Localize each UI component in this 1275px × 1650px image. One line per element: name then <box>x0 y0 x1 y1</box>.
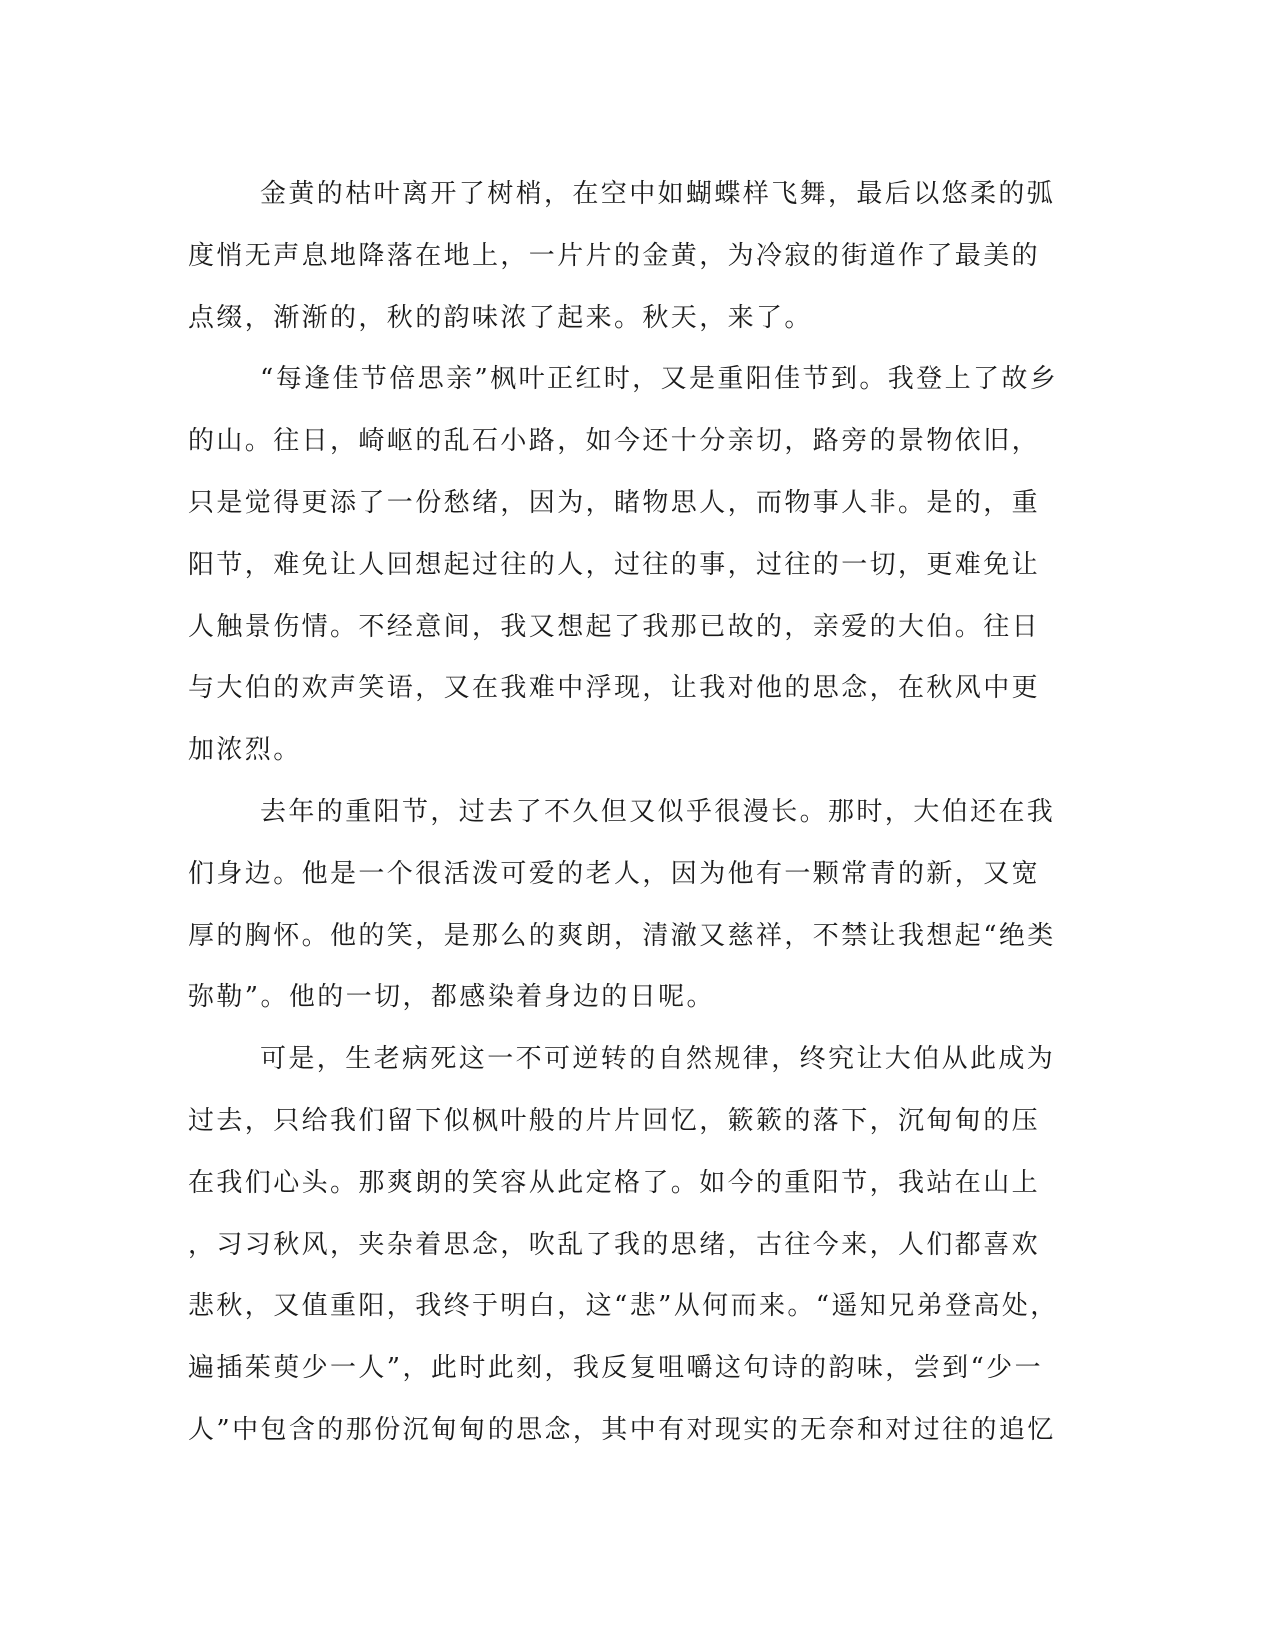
text-line: 与大伯的欢声笑语，又在我难中浮现，让我对他的思念，在秋风中更 <box>188 673 1041 704</box>
paragraph-2 <box>188 349 1068 782</box>
text-line: 加浓烈。 <box>188 735 302 766</box>
text-line: 只是觉得更添了一份愁绪，因为，睹物思人，而物事人非。是的，重 <box>188 487 1041 518</box>
paragraph-4 <box>188 1029 1068 1462</box>
text-line: 金黄的枯叶离开了树梢，在空中如蝴蝶样飞舞，最后以悠柔的弧 <box>260 179 1056 209</box>
text-line: 厚的胸怀。他的笑，是那么的爽朗，清澈又慈祥，不禁让我想起“绝类 <box>188 920 1056 951</box>
paragraph-3 <box>188 782 1068 1029</box>
text-line: 悲秋，又值重阳，我终于明白，这“悲”从何而来。“遥知兄弟登高处， <box>188 1291 1059 1322</box>
text-line: 人触景伤情。不经意间，我又想起了我那已故的，亲爱的大伯。往日 <box>188 611 1041 642</box>
essay-body <box>188 164 1068 1462</box>
text-line: 的山。往日，崎岖的乱石小路，如今还十分亲切，路旁的景物依旧， <box>188 426 1041 457</box>
text-line: 去年的重阳节，过去了不久但又似乎很漫长。那时，大伯还在我 <box>260 796 1056 827</box>
text-line: 阳节，难免让人回想起过往的人，过往的事，过往的一切，更难免让 <box>188 549 1041 580</box>
text-line: 度悄无声息地降落在地上，一片片的金黄，为冷寂的街道作了最美的 <box>188 240 1041 271</box>
text-line: 在我们心头。那爽朗的笑容从此定格了。如今的重阳节，我站在山上 <box>188 1167 1041 1198</box>
text-line: 弥勒”。他的一切，都感染着身边的日呢。 <box>188 982 715 1013</box>
text-line: ，习习秋风，夹杂着思念，吹乱了我的思绪，古往今来，人们都喜欢 <box>188 1229 1041 1260</box>
text-line: 可是，生老病死这一不可逆转的自然规律，终究让大伯从此成为 <box>260 1044 1056 1075</box>
text-line: 遍插茱萸少一人”，此时此刻，我反复咀嚼这句诗的韵味，尝到“少一 <box>188 1353 1043 1384</box>
text-line: 过去，只给我们留下似枫叶般的片片回忆，簌簌的落下，沉甸甸的压 <box>188 1105 1041 1136</box>
text-line: “每逢佳节倍思亲”枫叶正红时，又是重阳佳节到。我登上了故乡 <box>260 364 1059 395</box>
text-line: 们身边。他是一个很活泼可爱的老人，因为他有一颗常青的新，又宽 <box>188 858 1041 889</box>
paragraph-1 <box>188 164 1068 349</box>
text-line: 人”中包含的那份沉甸甸的思念，其中有对现实的无奈和对过往的追忆 <box>188 1414 1056 1445</box>
text-line: 点缀，渐渐的，秋的韵味浓了起来。秋天，来了。 <box>188 302 813 333</box>
